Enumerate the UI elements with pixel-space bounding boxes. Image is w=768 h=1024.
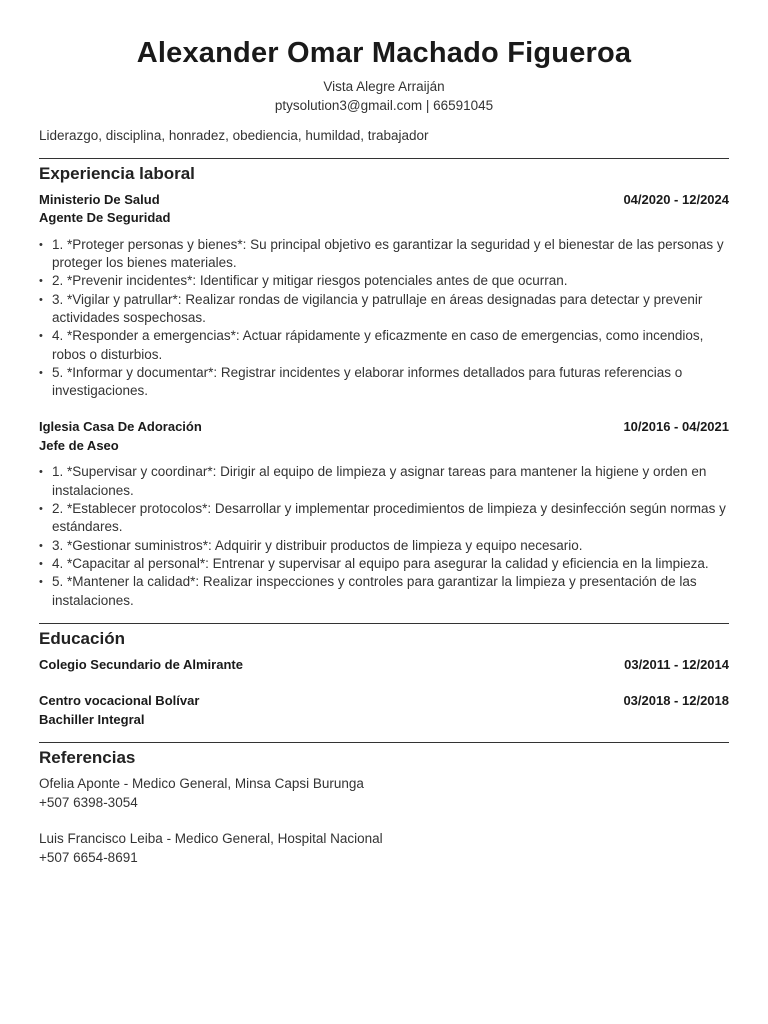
reference-phone: +507 6654-8691 — [39, 849, 138, 865]
section-title-references: Referencias — [39, 748, 136, 768]
responsibility-item: • 5. *Mantener la calidad*: Realizar inspecciones y controles para garantizar la limpieza y presentación de las instalaciones. — [39, 573, 729, 610]
responsibility-item: • 1. *Supervisar y coordinar*: Dirigir al equipo de limpieza y asignar tareas para mantener la higiene y orden en instalaciones. — [39, 463, 729, 500]
date-range: 04/2020 - 12/2024 — [623, 191, 729, 207]
responsibility-item: • 4. *Capacitar al personal*: Entrenar y supervisar al equipo para asegurar la calidad y eficiencia en la limpieza. — [39, 555, 729, 573]
reference-phone: +507 6398-3054 — [39, 794, 138, 810]
job-title: Jefe de Aseo — [39, 437, 119, 453]
school-name: Centro vocacional Bolívar — [39, 693, 200, 709]
responsibility-item: • 4. *Responder a emergencias*: Actuar rápidamente y eficazmente en caso de emergencias, como incendios, robos o disturbios. — [39, 327, 729, 364]
responsibility-item: • 2. *Prevenir incidentes*: Identificar y mitigar riesgos potenciales antes de que ocurran. — [39, 272, 729, 290]
summary: Liderazgo, disciplina, honradez, obediencia, humildad, trabajador — [39, 127, 429, 143]
education-entry — [39, 656, 729, 675]
experience-entry — [39, 418, 729, 609]
candidate-name: Alexander Omar Machado Figueroa — [136, 37, 632, 69]
responsibility-item: • 3. *Vigilar y patrullar*: Realizar rondas de vigilancia y patrullaje en áreas designadas para detectar y prevenir actividades sospechosas. — [39, 291, 729, 328]
date-range: 03/2011 - 12/2014 — [624, 656, 729, 672]
references-section — [39, 742, 729, 867]
reference-name: Ofelia Aponte - Medico General, Minsa Capsi Burunga — [39, 776, 364, 792]
contact-info: ptysolution3@gmail.com | 66591045 — [274, 97, 494, 113]
section-title-education: Educación — [39, 628, 125, 648]
experience-section — [39, 158, 729, 610]
date-range: 10/2016 - 04/2021 — [623, 419, 729, 435]
address: Vista Alegre Arraiján — [323, 78, 445, 94]
section-title-experience: Experiencia laboral — [39, 163, 195, 183]
degree: Bachiller Integral — [39, 711, 145, 727]
responsibility-item: • 1. *Proteger personas y bienes*: Su principal objetivo es garantizar la seguridad y el bienestar de las personas y proteger los bienes materiales. — [39, 236, 729, 273]
reference-name: Luis Francisco Leiba - Medico General, Hospital Nacional — [39, 831, 383, 847]
job-title: Agente De Seguridad — [39, 210, 171, 226]
education-section — [39, 623, 729, 730]
school-name: Colegio Secundario de Almirante — [39, 656, 243, 672]
responsibility-list — [39, 236, 729, 401]
organization: Ministerio De Salud — [39, 191, 160, 207]
date-range: 03/2018 - 12/2018 — [623, 693, 729, 709]
organization: Iglesia Casa De Adoración — [39, 419, 202, 435]
responsibility-item: • 5. *Informar y documentar*: Registrar incidentes y elaborar informes detallados para futuras referencias o investigaciones. — [39, 364, 729, 401]
responsibility-item: • 3. *Gestionar suministros*: Adquirir y distribuir productos de limpieza y equipo necesario. — [39, 537, 729, 555]
education-entry — [39, 692, 729, 729]
responsibility-list — [39, 463, 729, 609]
experience-entry — [39, 191, 729, 401]
responsibility-item: • 2. *Establecer protocolos*: Desarrollar y implementar procedimientos de limpieza y desinfección según normas y estándares. — [39, 500, 729, 537]
